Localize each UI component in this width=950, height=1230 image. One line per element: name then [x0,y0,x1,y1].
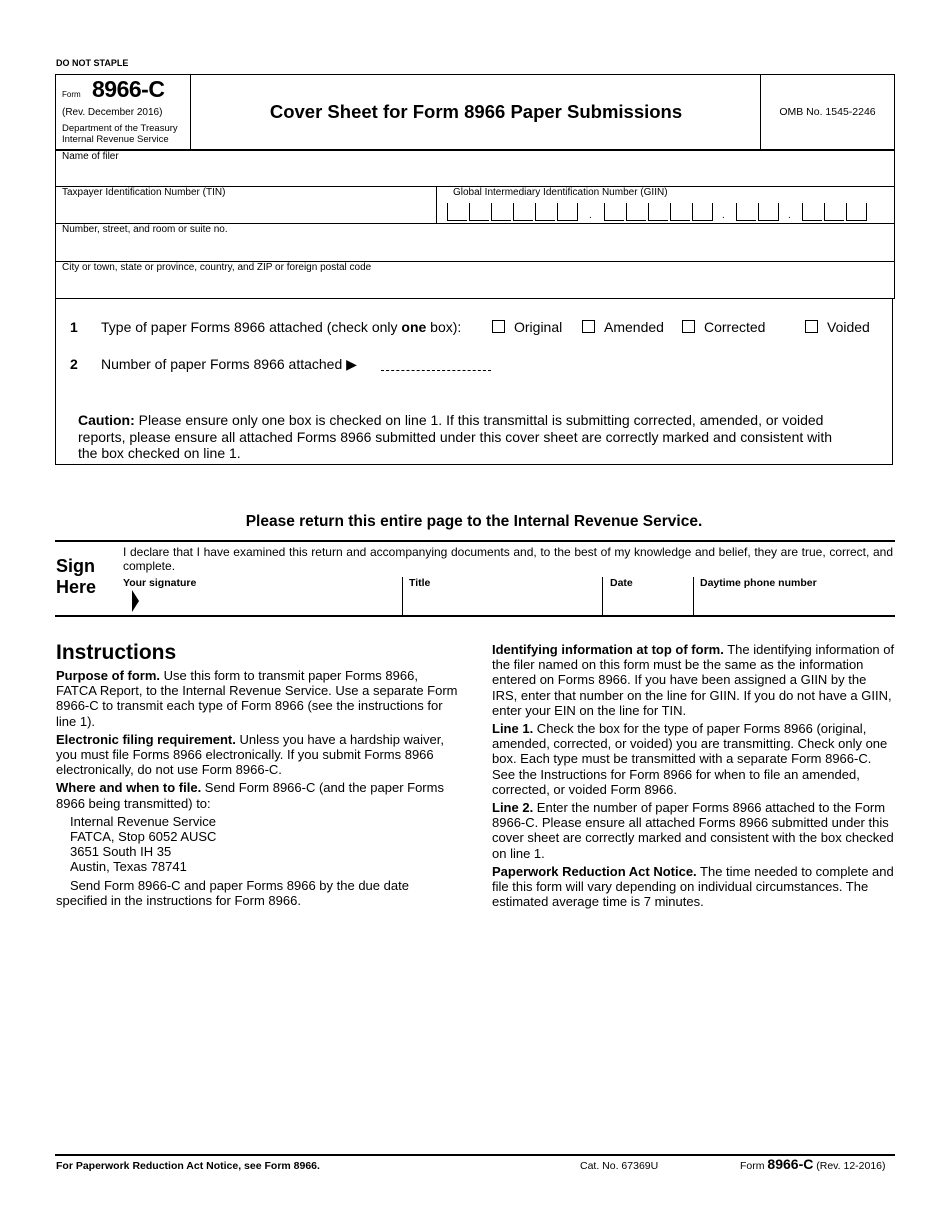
lines-section [55,299,893,465]
giin-separator: . [589,210,592,221]
giin-box[interactable] [648,203,668,221]
where-head: Where and when to file. [56,780,202,796]
city-state-zip-label: City or town, state or province, country, and ZIP or foreign postal code [62,262,372,273]
pra-paragraph [492,864,895,910]
form-header [55,74,895,151]
tin-field[interactable] [56,187,436,223]
purpose-text: Use this form to transmit paper Forms 8966, FATCA Report, to the Internal Revenue Service. Use a separate Form 8966-C to transmit each type of Form 8966 (see the instructions for line 1). [56,668,458,729]
footer-form-id [740,1156,886,1172]
line2-paragraph [492,800,895,861]
pra-text: The time needed to complete and file this form will vary depending on individual circumstances. The estimated average time is 7 minutes. [492,863,894,910]
signature-field[interactable] [120,590,400,615]
giin-box[interactable] [692,203,712,221]
phone-label: Daytime phone number [700,577,817,589]
giin-box[interactable] [626,203,646,221]
date-divider [602,577,603,615]
ident-paragraph [492,642,895,718]
signature-label: Your signature [123,577,197,589]
amended-checkbox[interactable] [582,320,595,333]
do-not-staple-notice: DO NOT STAPLE [56,58,129,68]
giin-box[interactable] [758,203,778,221]
address-line: 3651 South IH 35 [70,844,172,860]
giin-box[interactable] [824,203,844,221]
giin-box[interactable] [802,203,822,221]
footer-cat-number: Cat. No. 67369U [580,1160,659,1172]
form-revision: (Rev. December 2016) [62,107,163,118]
line1-instr-text: Check the box for the type of paper Forms 8966 (original, amended, corrected, or voided) you are transmitting. Check only one box. Each type must be transmitted with a separate Form 8966-C. See the Instructions for Form 8966 for when to file an amended, corrected, or voided Form 8966. [492,721,888,797]
caution-label: Caution: [78,412,135,428]
line1-text-bold: one [401,319,427,335]
department-name: Department of the Treasury [62,123,178,134]
address-line: FATCA, Stop 6052 AUSC [70,829,217,845]
giin-box[interactable] [535,203,555,221]
line1-text [101,319,461,335]
purpose-paragraph [56,668,458,729]
caution-text: Please ensure only one box is checked on line 1. If this transmittal is submitting corrected, amended, or voided reports, please ensure all attached Forms 8966 submitted under this cover sheet are correctly marked and consistent with the box checked on line 1. [78,412,833,461]
instructions-heading: Instructions [56,641,177,664]
instructions-left-column [56,668,458,911]
giin-box[interactable] [604,203,624,221]
sign-label-line2: Here [56,577,97,597]
declaration-text: I declare that I have examined this return and accompanying documents and, to the best of my knowledge and belief, they are true, correct, and complete. [123,545,893,573]
line2-head: Line 2. [492,800,534,816]
giin-box-end [577,203,578,221]
sign-top-rule [55,540,895,542]
line2-text: Number of paper Forms 8966 attached ▶ [101,356,357,372]
instructions-right-column [492,642,895,912]
pra-head: Paperwork Reduction Act Notice. [492,863,697,879]
corrected-label: Corrected [704,319,766,335]
date-field[interactable] [604,590,692,615]
line2-number: 2 [70,356,78,372]
line2-instr-text: Enter the number of paper Forms 8966 attached to the Form 8966-C. Please ensure all attached Forms 8966 submitted under this cover sheet are correctly marked and consistent with the box checked on line 1. [492,800,894,861]
ident-text: The identifying information of the filer named on this form must be the same as the information entered on Forms 8966. If you have been assigned a GIIN by the IRS, enter that number on the line for GIIN. If you do not have a GIIN, enter your EIN on the line for TIN. [492,642,895,718]
giin-box-end [712,203,713,221]
sign-label-line1: Sign [56,556,95,576]
address-line: Internal Revenue Service [70,813,216,829]
corrected-checkbox[interactable] [682,320,695,333]
mailing-address [56,814,458,875]
efile-head: Electronic filing requirement. [56,731,236,747]
amended-label: Amended [604,319,664,335]
title-label: Title [409,577,431,589]
name-of-filer-field[interactable] [55,150,895,187]
tin-giin-row [55,187,895,224]
phone-divider [693,577,694,615]
line1-text-after: box): [426,319,462,335]
giin-box[interactable] [736,203,756,221]
line1-number: 1 [70,319,78,335]
address-line: Austin, Texas 78741 [70,859,187,875]
efile-paragraph [56,732,458,778]
where-paragraph [56,780,458,810]
giin-box[interactable] [670,203,690,221]
date-label: Date [610,577,633,589]
send-paragraph: Send Form 8966-C and paper Forms 8966 by the due date specified in the instructions for Form 8966. [56,877,409,908]
line1-head: Line 1. [492,721,534,737]
original-label: Original [514,319,563,335]
sign-bottom-rule [55,615,895,617]
name-of-filer-label: Name of filer [62,151,119,162]
line1-text-before: Type of paper Forms 8966 attached (check only [101,319,402,335]
giin-box[interactable] [491,203,511,221]
giin-box-end [866,203,867,221]
giin-box[interactable] [513,203,533,221]
tin-divider [436,187,437,223]
return-notice: Please return this entire page to the Internal Revenue Service. [245,513,703,530]
form-number: 8966-C [92,76,165,102]
form-id-block [56,75,191,149]
title-divider [402,577,403,615]
omb-number: OMB No. 1545-2246 [779,106,876,118]
street-address-label: Number, street, and room or suite no. [62,224,228,235]
giin-separator: . [722,210,725,221]
ident-head: Identifying information at top of form. [492,642,724,657]
voided-label: Voided [827,319,870,335]
footer-revision: (Rev. 12-2016) [816,1160,886,1172]
original-checkbox[interactable] [492,320,505,333]
giin-box[interactable] [469,203,489,221]
giin-box[interactable] [846,203,866,221]
giin-separator: . [788,210,791,221]
where-text: Send Form 8966-C (and the paper Forms 8966 being transmitted) to: [56,780,444,811]
city-state-zip-field[interactable] [55,262,895,299]
street-address-field[interactable] [55,224,895,262]
line1-paragraph [492,721,895,797]
footer-form-word: Form [740,1160,765,1172]
giin-box[interactable] [557,203,577,221]
giin-label: Global Intermediary Identification Number (GIIN) [453,187,668,198]
form-word: Form [62,90,81,99]
purpose-head: Purpose of form. [56,668,161,683]
footer-form-number: 8966-C [767,1156,814,1172]
giin-box-end [778,203,779,221]
tin-label: Taxpayer Identification Number (TIN) [62,187,226,198]
title-field[interactable] [404,590,600,615]
phone-field[interactable] [695,590,893,615]
sign-here-label [56,556,96,598]
voided-checkbox[interactable] [805,320,818,333]
footer-pra-notice: For Paperwork Reduction Act Notice, see Form 8966. [56,1160,320,1172]
caution-note [78,412,838,462]
giin-box[interactable] [447,203,467,221]
form-title: Cover Sheet for Form 8966 Paper Submissions [269,101,683,122]
agency-name: Internal Revenue Service [62,134,169,145]
omb-block [760,75,894,149]
efile-text: Unless you have a hardship waiver, you must file Forms 8966 electronically. If you submit Forms 8966 electronically, do not use Form 8966-C. [56,731,444,778]
line2-count-input[interactable] [381,370,491,371]
